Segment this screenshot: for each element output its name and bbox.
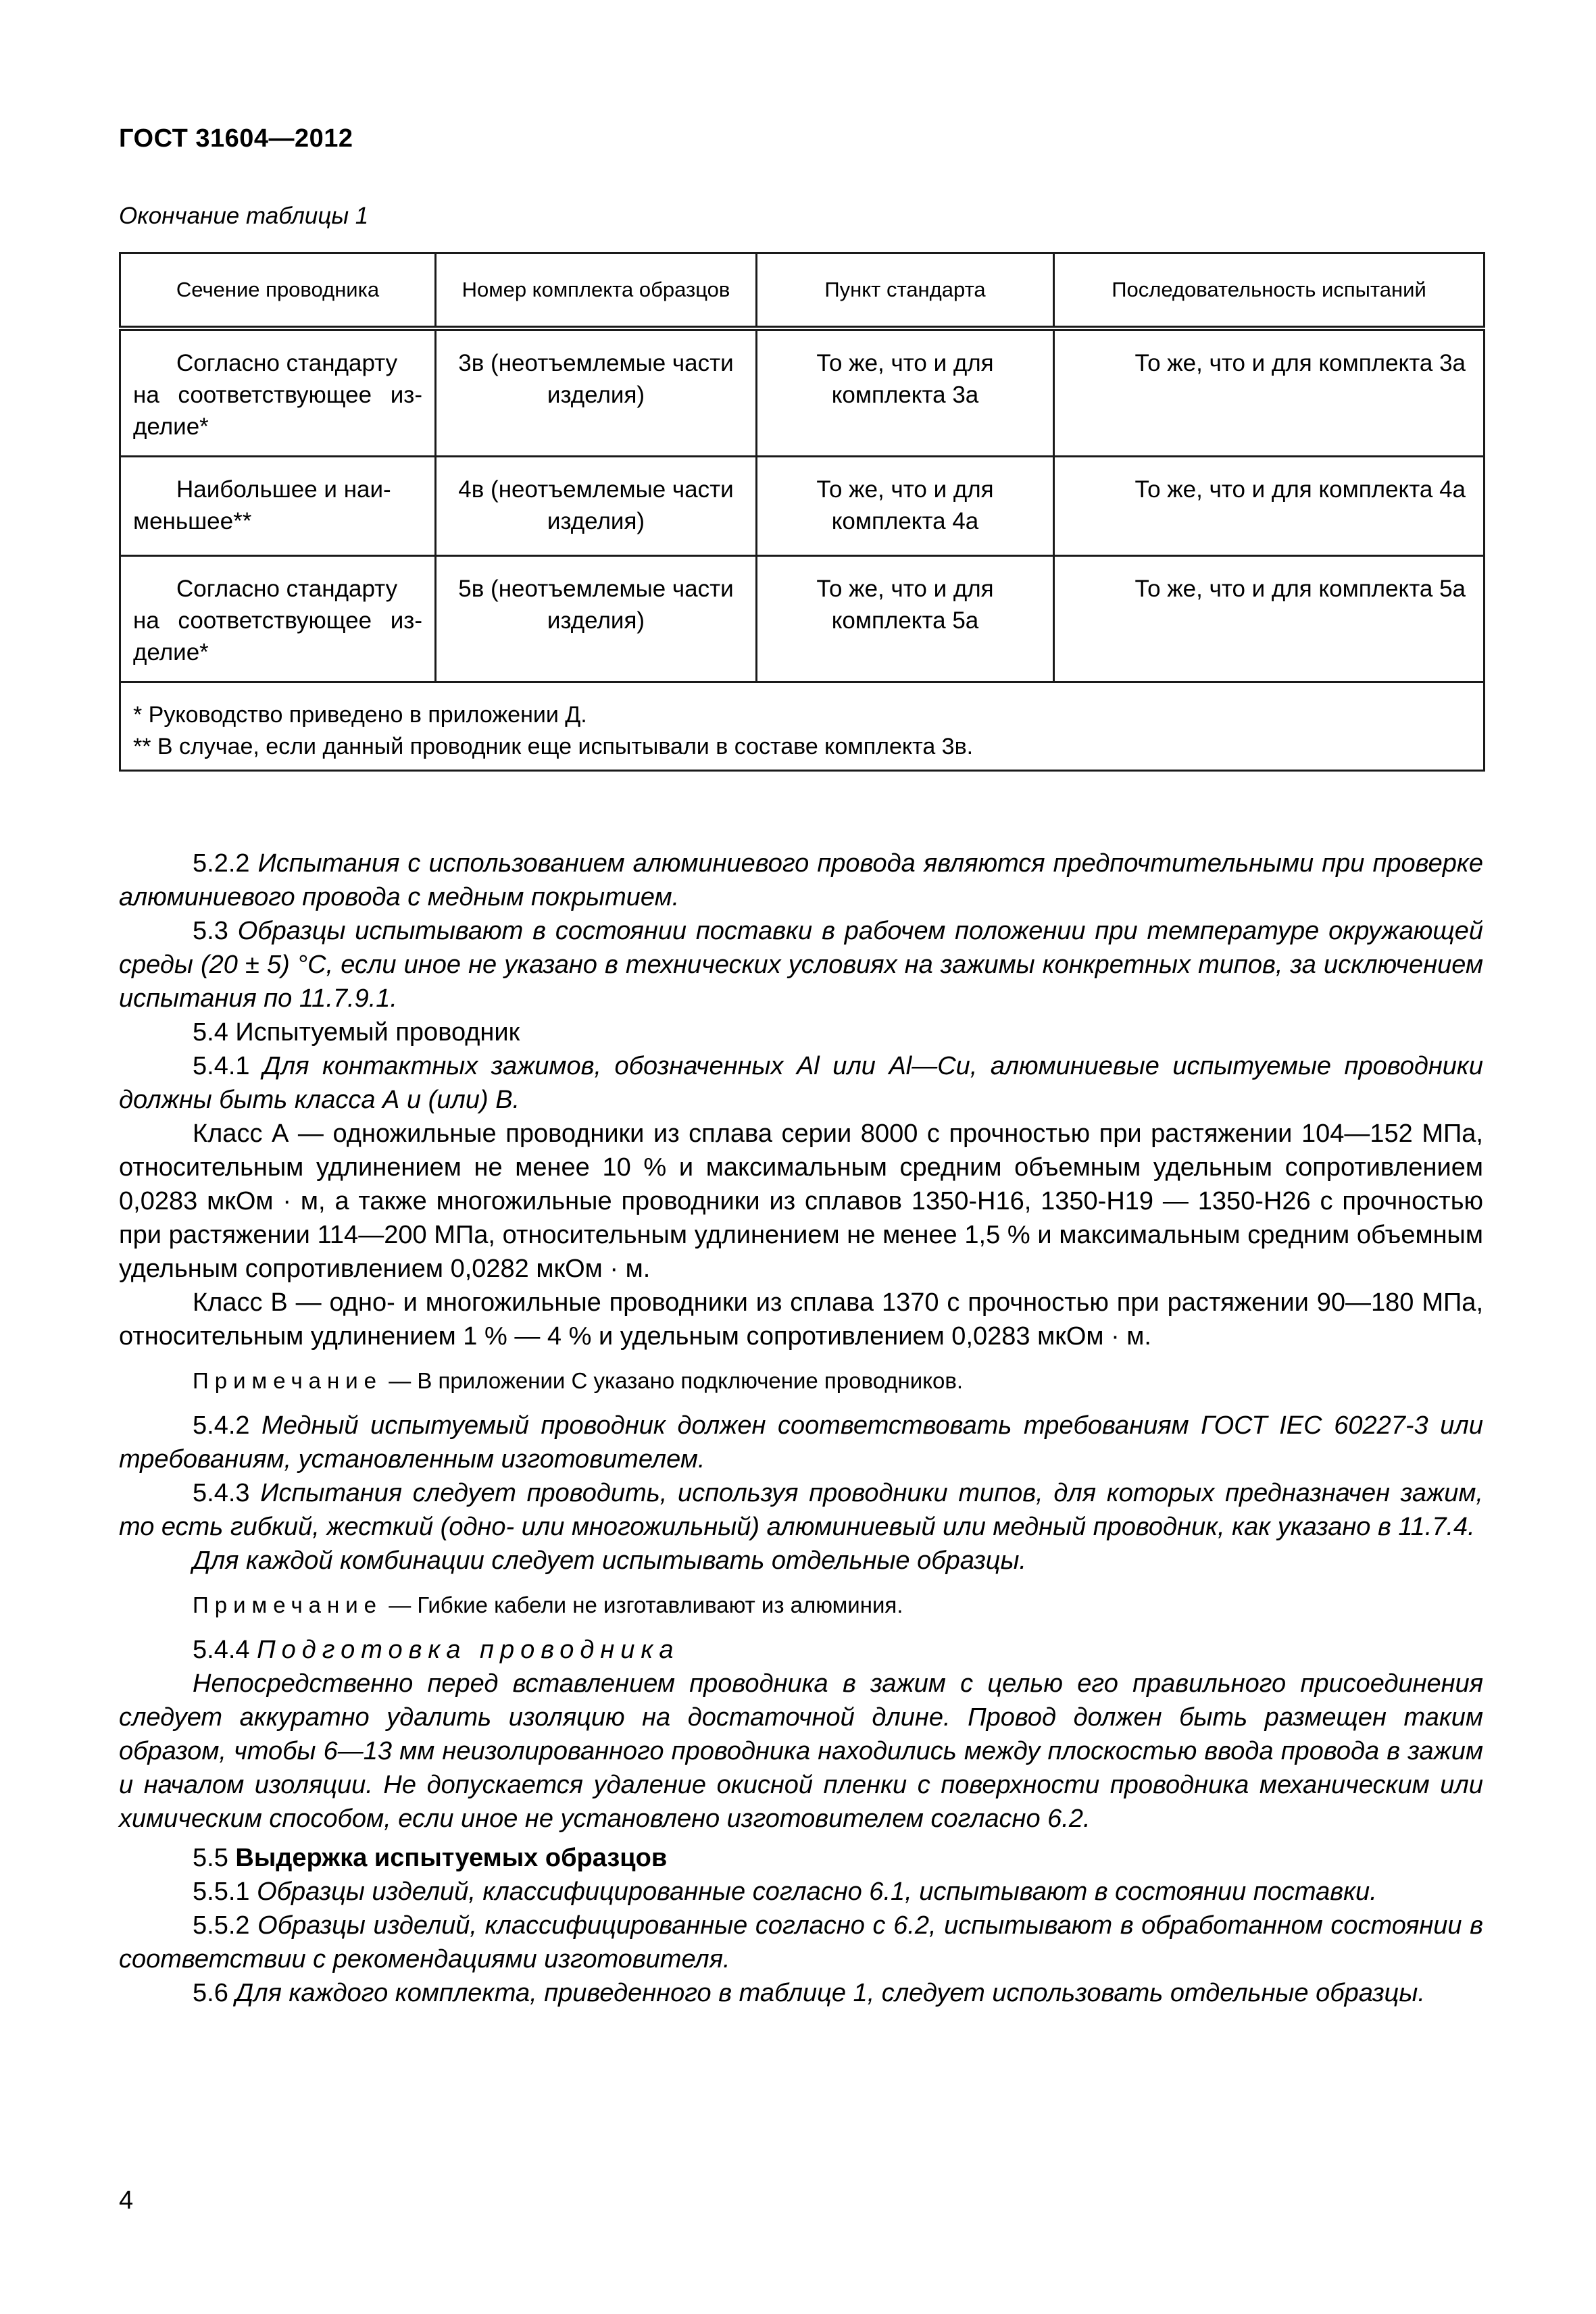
table-row [120,556,1485,682]
cell-sample-set: 3в (неотъемлемые части изделия) [436,328,757,457]
cell-conductor-section: Наибольшее и наи- меньшее** [120,457,436,556]
paragraph-5-4-3: 5.4.3 Испытания следует проводить, используя проводники типов, для которых предназначен зажим, то есть гибкий, жесткий (одно- или многожильный) алюминиевый или медный проводник, как указано в 11.7.4. [119,1479,1483,1541]
paragraph-class-b: Класс В — одно- и многожильные проводники из сплава 1370 с прочностью при растяжении 90—180 МПа, относительным удлинением 1 % — 4 % и удельным сопротивлением 0,0283 мкОм · м. [119,1288,1483,1351]
paragraph-5-5-1: 5.5.1 Образцы изделий, классифицированные согласно 6.1, испытывают в состоянии поставки. [193,1878,1377,1906]
table-row [120,457,1485,556]
cell-test-sequence: То же, что и для комплекта 3а [1054,328,1485,457]
paragraph-5-5-heading: 5.5 Выдержка испытуемых образцов [193,1844,668,1872]
paragraph-5-4-2: 5.4.2 Медный испытуемый проводник должен соответствовать требованиям ГОСТ IEC 60227-3 или требованиям, установленным изготовителем. [119,1411,1483,1474]
table-footnotes-row [120,682,1485,771]
cell-conductor-section: Согласно стандарту на соответствующее из- делие* [120,328,436,457]
paragraph-5-2-2: 5.2.2 Испытания с использованием алюминиевого провода являются предпочтительными при проверке алюминиевого провода с медным покрытием. [119,849,1483,911]
cell-standard-clause: То же, что и для комплекта 5а [757,556,1054,682]
note-2: Примечание — Гибкие кабели не изготавливают из алюминия. [193,1592,903,1617]
table-footnotes [120,682,1485,771]
paragraph-5-4: 5.4 Испытуемый проводник [193,1018,520,1047]
cell-conductor-section: Согласно стандарту на соответствующее из- делие* [120,556,436,682]
cell-sample-set: 5в (неотъемлемые части изделия) [436,556,757,682]
note-1: Примечание — В приложении С указано подключение проводников. [193,1368,964,1393]
paragraph-each-combination: Для каждой комбинации следует испытывать отдельные образцы. [193,1546,1026,1575]
column-header-test-sequence: Последовательность испытаний [1054,253,1485,329]
cell-test-sequence: То же, что и для комплекта 5а [1054,556,1485,682]
document-body [119,847,1483,2010]
conductor-test-table [119,252,1485,772]
table-row [120,328,1485,457]
footnote-2: ** В случае, если данный проводник еще испытывали в составе комплекта 3в. [133,734,974,759]
column-header-sample-set: Номер комплекта образцов [436,253,757,329]
cell-sample-set: 4в (неотъемлемые части изделия) [436,457,757,556]
table-header-row [120,253,1485,329]
column-header-conductor-section: Сечение проводника [120,253,436,329]
paragraph-5-4-1: 5.4.1 Для контактных зажимов, обозначенных Al или Al—Cu, алюминиевые испытуемые проводники должны быть класса А и (или) В. [119,1052,1483,1114]
document-code-header: ГОСТ 31604—2012 [119,124,353,153]
paragraph-conductor-preparation: Непосредственно перед вставлением проводника в зажим с целью его правильного присоединения следует аккуратно удалить изоляцию на достаточной длине. Провод должен быть размещен таким образом, чтобы 6—13 мм неизолированного проводника находились между плоскостью ввода провода в зажим и началом изоляции. Не допускается удаление окисной пленки с поверхности проводника механическим или химическим способом, если иное не установлено изготовителем согласно 6.2. [119,1669,1483,1833]
paragraph-5-5-2: 5.5.2 Образцы изделий, классифицированные согласно с 6.2, испытывают в обработанном состоянии в соответствии с рекомендациями изготовителя. [119,1911,1483,1973]
column-header-standard-clause: Пункт стандарта [757,253,1054,329]
page-number: 4 [119,2186,134,2215]
paragraph-5-6: 5.6 Для каждого комплекта, приведенного в таблице 1, следует использовать отдельные образцы. [193,1979,1425,2007]
cell-test-sequence: То же, что и для комплекта 4а [1054,457,1485,556]
paragraph-5-3: 5.3 Образцы испытывают в состоянии поставки в рабочем положении при температуре окружающей среды (20 ± 5) °С, если иное не указано в технических условиях на зажимы конкретных типов, за исключением испытания по 11.7.9.1. [119,917,1483,1013]
paragraph-class-a: Класс А — одножильные проводники из сплава серии 8000 с прочностью при растяжении 104—152 МПа, относительным удлинением не менее 10 % и максимальным средним объемным удельным сопротивлением 0,0283 мкОм · м, а также многожильные проводники из сплавов 1350-H16, 1350-H19 — 1350-H26 с прочностью при растяжении 114—200 МПа, относительным удлинением не менее 1,5 % и максимальным средним объемным удельным сопротивлением 0,0282 мкОм · м. [119,1120,1483,1283]
table-caption: Окончание таблицы 1 [119,203,369,229]
footnote-1: * Руководство приведено в приложении Д. [133,702,587,728]
paragraph-5-4-4-heading: 5.4.4 Подготовка проводника [193,1636,680,1664]
cell-standard-clause: То же, что и для комплекта 3а [757,328,1054,457]
cell-standard-clause: То же, что и для комплекта 4а [757,457,1054,556]
